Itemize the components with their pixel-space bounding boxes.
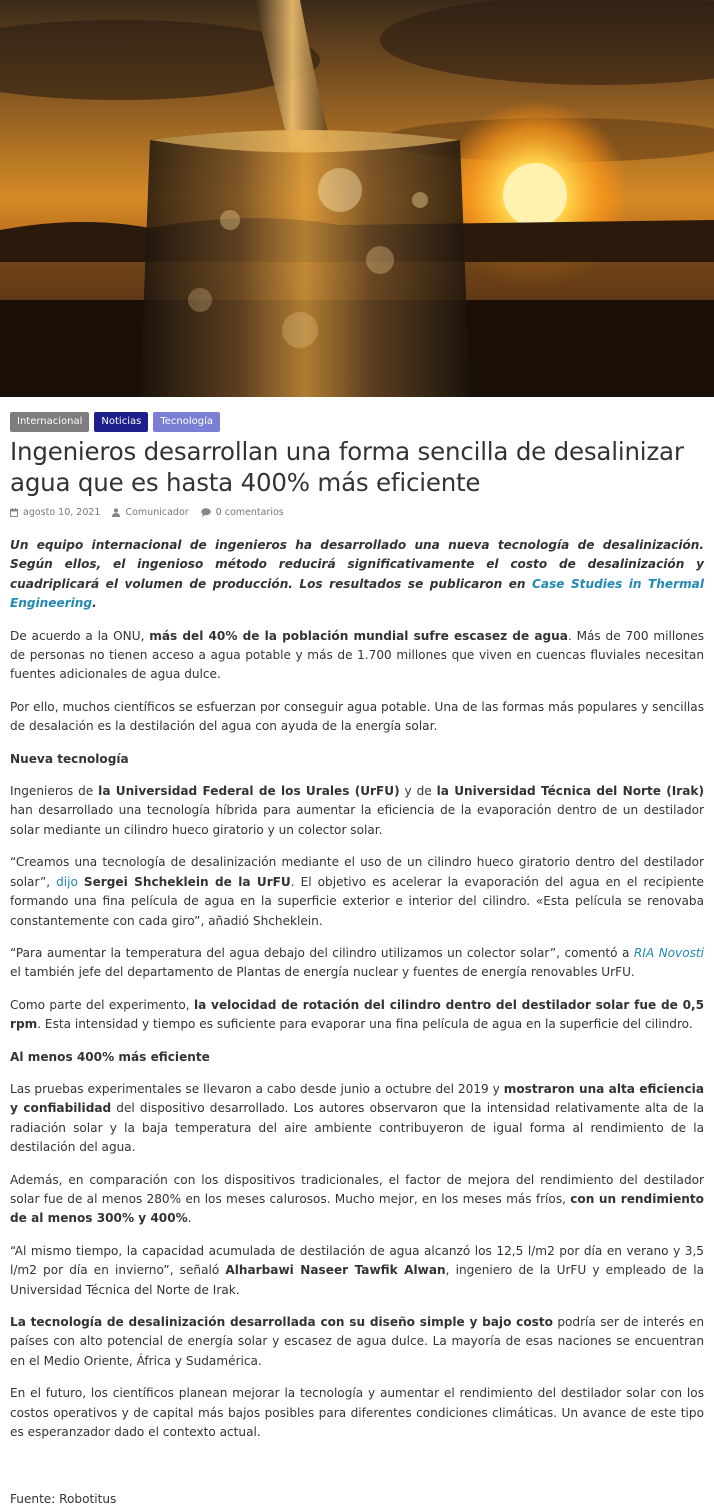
paragraph: Además, en comparación con los dispositivos tradicionales, el factor de mejora del rendimiento del destilador solar fue de al menos 280% en los meses calurosos. Mucho mejor, en los meses más fríos, con un rendimiento de al menos 300% y 400%. [10,1172,704,1226]
paragraph: Como parte del experimento, la velocidad de rotación del cilindro dentro del destilador solar fue de 0,5 rpm. Esta intensidad y tiempo es suficiente para evaporar una fina película de agua en la superficie del cilindro. [10,997,705,1032]
meta-date[interactable] [10,507,100,518]
paragraph: Las pruebas experimentales se llevaron a cabo desde junio a octubre del 2019 y mostraron una alta eficiencia y confiabilidad del dispositivo desarrollado. Los autores observaron que la intensidad relativamente alta de la radiación solar y la baja temperatura del aire ambiente contribuyeron de igual forma al rendimiento de la destilación del agua. [10,1081,704,1155]
dijo-link[interactable]: dijo [56,874,78,889]
paragraph: En el futuro, los científicos planean mejorar la tecnología y aumentar el rendimiento del destilador solar con los costos operativos y de capital más bajos posibles para diferentes condiciones climáticas. Un avance de este tipo es esperanzador dado el contexto actual. [10,1386,704,1440]
hero-image [0,0,714,397]
article-body [10,536,704,1509]
paragraph: De acuerdo a la ONU, más del 40% de la población mundial sufre escasez de agua. Más de 700 millones de personas no tienen acceso a agua potable y más de 1.700 millones que viven en cuencas fluviales necesitan fuentes adicionales de agua dulce. [10,628,705,682]
paragraph: “Al mismo tiempo, la capacidad acumulada de destilación de agua alcanzó los 12,5 l/m2 por día en verano y 3,5 l/m2 por día en invierno”, señaló Alharbawi Naseer Tawfik Alwan, ingeniero de la UrFU y empleado de la Universidad Técnica del Norte de Irak. [10,1243,705,1297]
category-tecnologia[interactable]: Tecnología [153,412,220,432]
paragraph: Ingenieros de la Universidad Federal de los Urales (UrFU) y de la Universidad Técnica del Norte (Irak) han desarrollado una tecnología híbrida para aumentar la eficiencia de la evaporación dentro de un destilador solar mediante un cilindro hueco giratorio y un colector solar. [10,784,704,837]
meta-comments[interactable] [201,507,284,518]
article-source: Fuente: Robotitus [10,1492,117,1507]
article-title: Ingenieros desarrollan una forma sencilla de desalinizar agua que es hasta 400% más eficiente [10,437,684,497]
paragraph: “Creamos una tecnología de desalinización mediante el uso de un cilindro hueco giratorio dentro del destilador solar”, dijo Sergei Shcheklein de la UrFU. El objetivo es acelerar la evaporación del agua en el recipiente formando una fina película de agua en la superficie exterior e interior del cilindro. «Esta película se renovaba constantemente con cada giro”, añadió Shcheklein. [10,855,704,928]
section-heading-nueva-tecnologia: Nueva tecnología [10,751,129,766]
water-glass-sunset-image [0,0,714,397]
paragraph: “Para aumentar la temperatura del agua debajo del cilindro utilizamos un colector solar”, comentó a RIA Novosti el también jefe del departamento de Plantas de energía nuclear y fuentes de energía renovables UrFU. [10,945,704,980]
category-internacional[interactable]: Internacional [10,412,89,432]
user-icon [112,508,120,517]
paragraph: La tecnología de desalinización desarrollada con su diseño simple y bajo costo podría ser de interés en países con alto potencial de energía solar y escasez de agua dulce. La mayoría de esas naciones se encuentran en el Medio Oriente, África y Sudamérica. [10,1315,704,1368]
meta-comments-label: 0 comentarios [215,506,284,518]
section-heading-al-menos: Al menos 400% más eficiente [10,1049,210,1064]
ria-novosti-link[interactable]: RIA Novosti [633,945,704,960]
paragraph: Por ello, muchos científicos se esfuerzan por conseguir agua potable. Una de las formas más populares y sencillas de desalación es la destilación del agua con ayuda de la energía solar. [10,699,704,734]
meta-author-label: Comunicador [125,506,189,518]
case-studies-link[interactable]: Case Studies in Thermal Engineering [10,576,704,611]
lead-end: . [92,596,97,611]
category-noticias[interactable]: Noticias [94,412,148,432]
category-list [10,412,704,432]
article-meta [10,505,704,519]
lead-text: Un equipo internacional de ingenieros ha desarrollado una nueva tecnología de desalinización. Según ellos, el ingenioso método reducirá significativamente el costo de desalinización y cuadriplicará el volumen de producción. Los resultados se publicaron en [10,538,704,591]
comment-icon [201,508,211,517]
calendar-icon [10,508,18,517]
meta-date-label: agosto 10, 2021 [23,506,101,518]
meta-author[interactable] [112,507,188,518]
article-lead [10,536,704,614]
